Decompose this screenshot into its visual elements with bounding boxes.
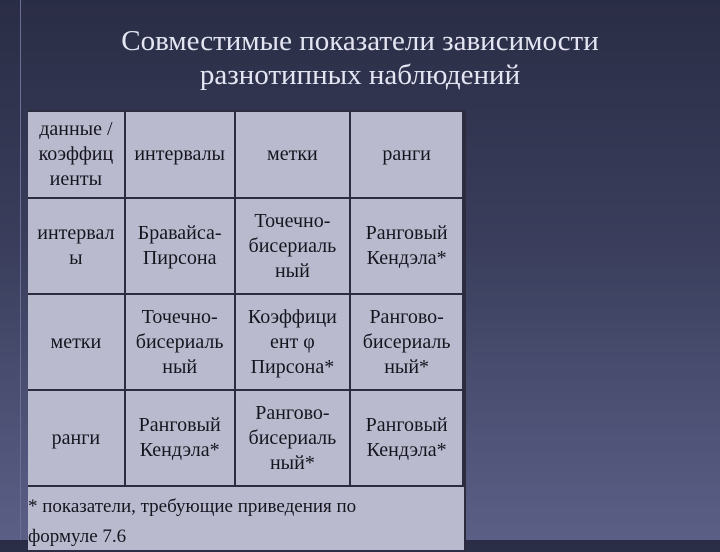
- column-header-labels: метки: [235, 112, 351, 198]
- cell-intervals-intervals: Бравайса- Пирсона: [125, 198, 235, 294]
- cell-labels-intervals: Точечно- бисериаль ный: [125, 294, 235, 390]
- cell-labels-ranks: Рангово- бисериаль ный*: [350, 294, 463, 390]
- corner-cell: данные / коэффиц иенты: [28, 112, 125, 198]
- cell-labels-labels: Коэффици ент φ Пирсона*: [235, 294, 351, 390]
- table-row-labels: [28, 294, 463, 390]
- cell-ranks-intervals: Ранговый Кендэла*: [125, 390, 235, 486]
- table-row-intervals: [28, 198, 463, 294]
- column-header-intervals: интервалы: [125, 112, 235, 198]
- table-row-ranks: [28, 390, 463, 486]
- cell-ranks-labels: Рангово- бисериаль ный*: [235, 390, 351, 486]
- title-line-1: Совместимые показатели зависимости: [121, 25, 599, 57]
- footnote: [28, 488, 460, 552]
- footnote-line-2: формуле 7.6: [28, 526, 127, 547]
- title-line-2: разнотипных наблюдений: [199, 59, 521, 91]
- coefficients-table-panel: [28, 110, 466, 550]
- column-header-ranks: ранги: [350, 112, 463, 198]
- row-header-intervals: интервал ы: [28, 198, 125, 294]
- cell-intervals-labels: Точечно- бисериаль ный: [235, 198, 351, 294]
- left-border-line: [20, 0, 21, 540]
- cell-intervals-ranks: Ранговый Кендэла*: [350, 198, 463, 294]
- row-header-labels: метки: [28, 294, 125, 390]
- coefficients-table: [28, 112, 464, 487]
- slide-title: [40, 24, 680, 92]
- table-header-row: [28, 112, 463, 198]
- cell-ranks-ranks: Ранговый Кендэла*: [350, 390, 463, 486]
- footnote-line-1: * показатели, требующие приведения по: [28, 496, 357, 517]
- row-header-ranks: ранги: [28, 390, 125, 486]
